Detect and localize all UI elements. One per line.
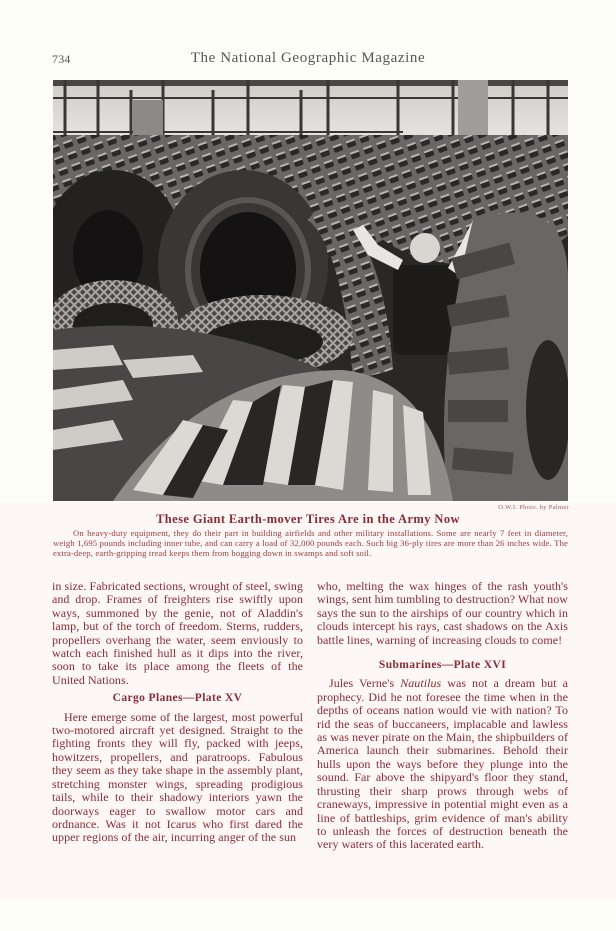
right-column [317,580,568,852]
submarines-lead: Jules Verne's [329,676,401,691]
photo-credit: O.W.I. Photo. by Palmer [498,504,569,511]
page-number: 734 [52,52,71,66]
caption-title: These Giant Earth-mover Tires Are in the Army Now [156,512,460,526]
caption-body: On heavy-duty equipment, they do their part in building airfields and other military installations. Some are nearly 7 feet in diameter, weigh 1,695 pounds including inner tube, and can carry a load of 32,000 pounds each. Such big 36-ply tires are more than 26 inches wide. The extra-deep, earth-gripping tread keeps them from bogging down in swamps and soft soil. [53,528,568,559]
continued-paragraph: in size. Fabricated sections, wrought of steel, swing and drop. Frames of freighters rise swiftly upon ways, summoned by the genie, not of Aladdin's lamp, but of the torch of freedom. Sterns, rudders, propellers overhang the water, seem enviously to watch each finished hull as it dips into the river, soon to take its place among the fleets of the United Nations. [52,579,303,687]
section-heading-submarines: Submarines—Plate XVI [378,659,507,672]
running-title: The National Geographic Magazine [190,50,426,66]
section-heading-cargo-planes: Cargo Planes—Plate XV [112,692,243,705]
photograph-tires [53,80,568,501]
submarines-rest: was not a dream but a prophecy. Did he not foresee the time when in the depths of oceans nation would vie with nation? To rid the seas of buccaneers, implacable and lawless as was never pirate on the Main, the shipbuilders of America launch their submarines. Behold their hulls upon the ways before they plunge into the sound. Far above the shipyard's floor they stand, thrusting their sharp prows through webs of craneways, impressive in potential might even as a line of battleships, grim evidence of man's ability to unleash the forces of destruction beneath the very waters of this lacerated earth. [317,676,568,852]
cargo-planes-paragraph: Here emerge some of the largest, most powerful two-motored aircraft yet designed. Straight to the fighting fronts they will fly, packed with jeeps, howitzers, propellers, and paratroops. Fabulous they seem as they take shape in the assembly plant, stretching monster wings, spreading prodigious tails, while to their shadowy interiors yawn the doorways eager to swallow motor cars and ordnance. Was it not Icarus who first dared the upper regions of the air, incurring anger of the sun [52,709,303,845]
left-column [52,580,303,845]
photo-illustration [53,80,568,501]
nautilus-italic: Nautilus [400,676,442,691]
submarines-paragraph [317,677,568,851]
continued-paragraph: who, melting the wax hinges of the rash youth's wings, sent him tumbling to destruction? What now says the sun to the airships of our country which in clouds intercept his rays, cast shadows on the Axis battle lines, warning of increasing clouds to come! [317,579,568,647]
